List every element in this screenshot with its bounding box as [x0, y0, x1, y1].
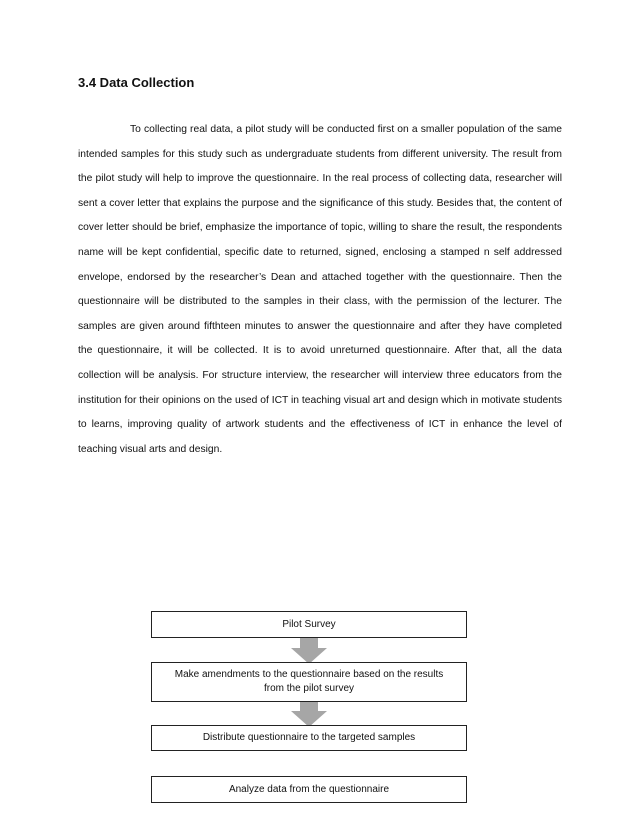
section-heading: 3.4 Data Collection — [78, 75, 195, 90]
flowchart-step-distribute-questionnaire — [151, 725, 467, 751]
down-arrow-icon — [290, 637, 328, 665]
flowchart-step-label: Pilot Survey — [282, 618, 336, 630]
flowchart-step-amend-questionnaire — [151, 662, 467, 702]
body-paragraph: To collecting real data, a pilot study will be conducted first on a smaller population of the same intended samples for this study such as undergraduate students from different university. The result from the pilot study will help to improve the questionnaire. In the real process of collecting data, researcher will sent a cover letter that explains the purpose and the significance of this study. Besides that, the content of cover letter should be brief, emphasize the importance of topic, willing to share the result, the respondents name will be kept confidential, specific date to returned, signed, enclosing a stamped n self addressed envelope, endorsed by the researcher’s Dean and attached together with the questionnaire. Then the questionnaire will be distributed to the samples in their class, with the permission of the lecturer. The samples are given around fifthteen minutes to answer the questionnaire and after they have completed the questionnaire, it will be collected. It is to avoid unreturned questionnaire. After that, all the data collection will be analysis. For structure interview, the researcher will interview three educators from the institution for their opinions on the used of ICT in teaching visual art and design which in motivate students to learns, improving quality of artwork students and the effectiveness of ICT in enhance the level of teaching visual arts and design. — [78, 124, 562, 455]
flowchart-step-label: Make amendments to the questionnaire based on the results from the pilot survey — [174, 669, 444, 694]
flowchart-step-pilot-survey — [151, 611, 467, 638]
flowchart-step-label: Analyze data from the questionnaire — [228, 783, 390, 795]
down-arrow-icon — [290, 700, 328, 728]
flowchart-step-label: Distribute questionnaire to the targeted samples — [202, 732, 416, 743]
flowchart-step-analyze-data — [151, 776, 467, 803]
